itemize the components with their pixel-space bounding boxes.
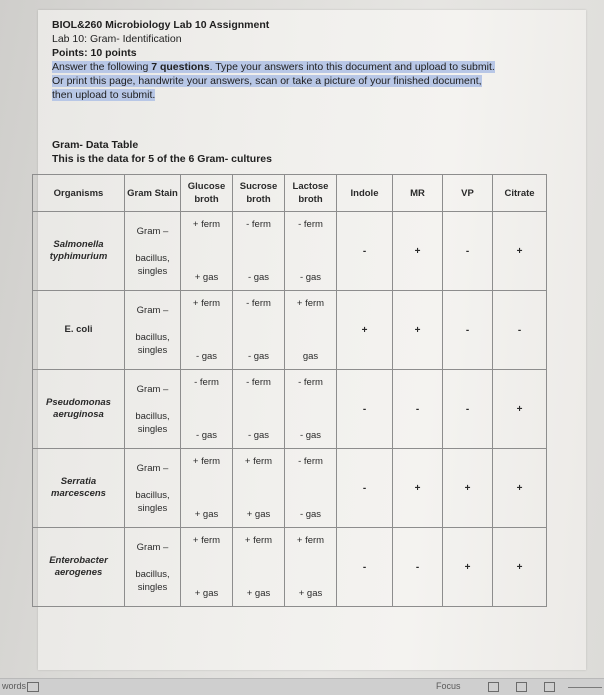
glucose-ferm: + ferm	[192, 298, 221, 309]
organism-cell: Enterobacter aerogenes	[33, 528, 125, 607]
web-layout-icon[interactable]	[544, 682, 555, 692]
sucrose-gas: - gas	[247, 351, 270, 362]
sucrose-ferm: + ferm	[244, 456, 273, 467]
gram-stain-cell	[125, 449, 181, 528]
header-lactose: Lactose broth	[285, 175, 337, 212]
glucose-ferm: + ferm	[192, 456, 221, 467]
lactose-cell	[285, 291, 337, 370]
print-layout-icon[interactable]	[516, 682, 527, 692]
vp-cell: +	[443, 528, 493, 607]
lactose-cell	[285, 370, 337, 449]
indole-cell: -	[337, 212, 393, 291]
sucrose-gas: - gas	[247, 430, 270, 441]
vp-cell: -	[443, 291, 493, 370]
lab-title: Lab 10: Gram- Identification	[52, 33, 182, 45]
sucrose-cell	[233, 370, 285, 449]
sucrose-gas: + gas	[246, 588, 271, 599]
header-vp: VP	[443, 175, 493, 212]
sucrose-ferm: - ferm	[246, 377, 271, 388]
header-mr: MR	[393, 175, 443, 212]
indole-cell: +	[337, 291, 393, 370]
citrate-cell: +	[493, 528, 547, 607]
glucose-cell	[181, 449, 233, 528]
lactose-cell	[285, 528, 337, 607]
vp-cell: +	[443, 449, 493, 528]
table-row	[33, 528, 547, 607]
glucose-gas: - gas	[195, 351, 218, 362]
sucrose-ferm: + ferm	[244, 535, 273, 546]
table-title: Gram- Data Table	[52, 139, 139, 151]
mr-cell: +	[393, 291, 443, 370]
sucrose-cell	[233, 291, 285, 370]
organism-cell: Salmonella typhimurium	[33, 212, 125, 291]
organism-cell: Pseudomonas aeruginosa	[33, 370, 125, 449]
header-organisms: Organisms	[33, 175, 125, 212]
sucrose-cell	[233, 528, 285, 607]
stain-morphology: bacillus, singles	[135, 331, 170, 356]
stain-morphology: bacillus, singles	[135, 252, 170, 277]
proofing-icon[interactable]	[27, 682, 39, 692]
lactose-gas: gas	[302, 351, 319, 362]
read-mode-icon[interactable]	[488, 682, 499, 692]
stain-result: Gram –	[136, 225, 169, 237]
gram-stain-cell	[125, 528, 181, 607]
instructions	[52, 60, 572, 102]
header-citrate: Citrate	[493, 175, 547, 212]
glucose-gas: + gas	[194, 509, 219, 520]
glucose-ferm: - ferm	[194, 377, 219, 388]
lactose-gas: + gas	[298, 588, 323, 599]
lactose-ferm: + ferm	[296, 535, 325, 546]
glucose-gas: - gas	[195, 430, 218, 441]
glucose-ferm: + ferm	[192, 219, 221, 230]
vp-cell: -	[443, 370, 493, 449]
citrate-cell: -	[493, 291, 547, 370]
sucrose-cell	[233, 449, 285, 528]
sucrose-ferm: - ferm	[246, 298, 271, 309]
glucose-gas: + gas	[194, 588, 219, 599]
gram-stain-cell	[125, 291, 181, 370]
stain-morphology: bacillus, singles	[135, 410, 170, 435]
lactose-ferm: - ferm	[298, 456, 323, 467]
points-line: Points: 10 points	[52, 47, 137, 59]
gram-data-table	[32, 174, 547, 607]
mr-cell: +	[393, 212, 443, 291]
instructions-questions: 7 questions	[151, 61, 210, 73]
table-subtitle: This is the data for 5 of the 6 Gram- cultures	[52, 153, 272, 165]
stain-result: Gram –	[136, 462, 169, 474]
vp-cell: -	[443, 212, 493, 291]
lactose-ferm: - ferm	[298, 219, 323, 230]
sucrose-ferm: - ferm	[246, 219, 271, 230]
sucrose-cell	[233, 212, 285, 291]
instructions-line3: then upload to submit.	[52, 89, 156, 101]
glucose-cell	[181, 291, 233, 370]
table-row	[33, 370, 547, 449]
gram-stain-cell	[125, 212, 181, 291]
instructions-line1	[52, 61, 495, 73]
glucose-cell	[181, 370, 233, 449]
stain-result: Gram –	[136, 304, 169, 316]
mr-cell: +	[393, 449, 443, 528]
lactose-ferm: - ferm	[298, 377, 323, 388]
glucose-gas: + gas	[194, 272, 219, 283]
table-row	[33, 449, 547, 528]
glucose-ferm: + ferm	[192, 535, 221, 546]
sucrose-gas: - gas	[247, 272, 270, 283]
header-gram-stain: Gram Stain	[125, 175, 181, 212]
focus-mode-button[interactable]: Focus	[436, 681, 461, 691]
organism-cell: E. coli	[33, 291, 125, 370]
instructions-pre: Answer the following	[52, 61, 152, 73]
glucose-cell	[181, 212, 233, 291]
stain-result: Gram –	[136, 383, 169, 395]
indole-cell: -	[337, 528, 393, 607]
lactose-gas: - gas	[299, 272, 322, 283]
header-glucose: Glucose broth	[181, 175, 233, 212]
citrate-cell: +	[493, 212, 547, 291]
lactose-cell	[285, 212, 337, 291]
mr-cell: -	[393, 528, 443, 607]
stain-morphology: bacillus, singles	[135, 489, 170, 514]
stain-result: Gram –	[136, 541, 169, 553]
glucose-cell	[181, 528, 233, 607]
table-row	[33, 212, 547, 291]
zoom-slider[interactable]	[568, 687, 602, 688]
instructions-post: . Type your answers into this document and upload to submit.	[209, 61, 495, 73]
sucrose-gas: + gas	[246, 509, 271, 520]
lactose-cell	[285, 449, 337, 528]
citrate-cell: +	[493, 370, 547, 449]
instructions-line2: Or print this page, handwrite your answers, scan or take a picture of your finished document,	[52, 75, 482, 87]
stain-morphology: bacillus, singles	[135, 568, 170, 593]
table-section-heading	[52, 138, 272, 166]
header-indole: Indole	[337, 175, 393, 212]
document-header	[52, 18, 572, 102]
indole-cell: -	[337, 449, 393, 528]
header-sucrose: Sucrose broth	[233, 175, 285, 212]
mr-cell: -	[393, 370, 443, 449]
word-count[interactable]: words	[2, 681, 27, 691]
table-header-row	[33, 175, 547, 212]
lactose-gas: - gas	[299, 430, 322, 441]
organism-cell: Serratia marcescens	[33, 449, 125, 528]
lactose-ferm: + ferm	[296, 298, 325, 309]
status-bar	[0, 678, 604, 695]
gram-stain-cell	[125, 370, 181, 449]
course-title: BIOL&260 Microbiology Lab 10 Assignment	[52, 19, 270, 31]
citrate-cell: +	[493, 449, 547, 528]
indole-cell: -	[337, 370, 393, 449]
lactose-gas: - gas	[299, 509, 322, 520]
table-row	[33, 291, 547, 370]
